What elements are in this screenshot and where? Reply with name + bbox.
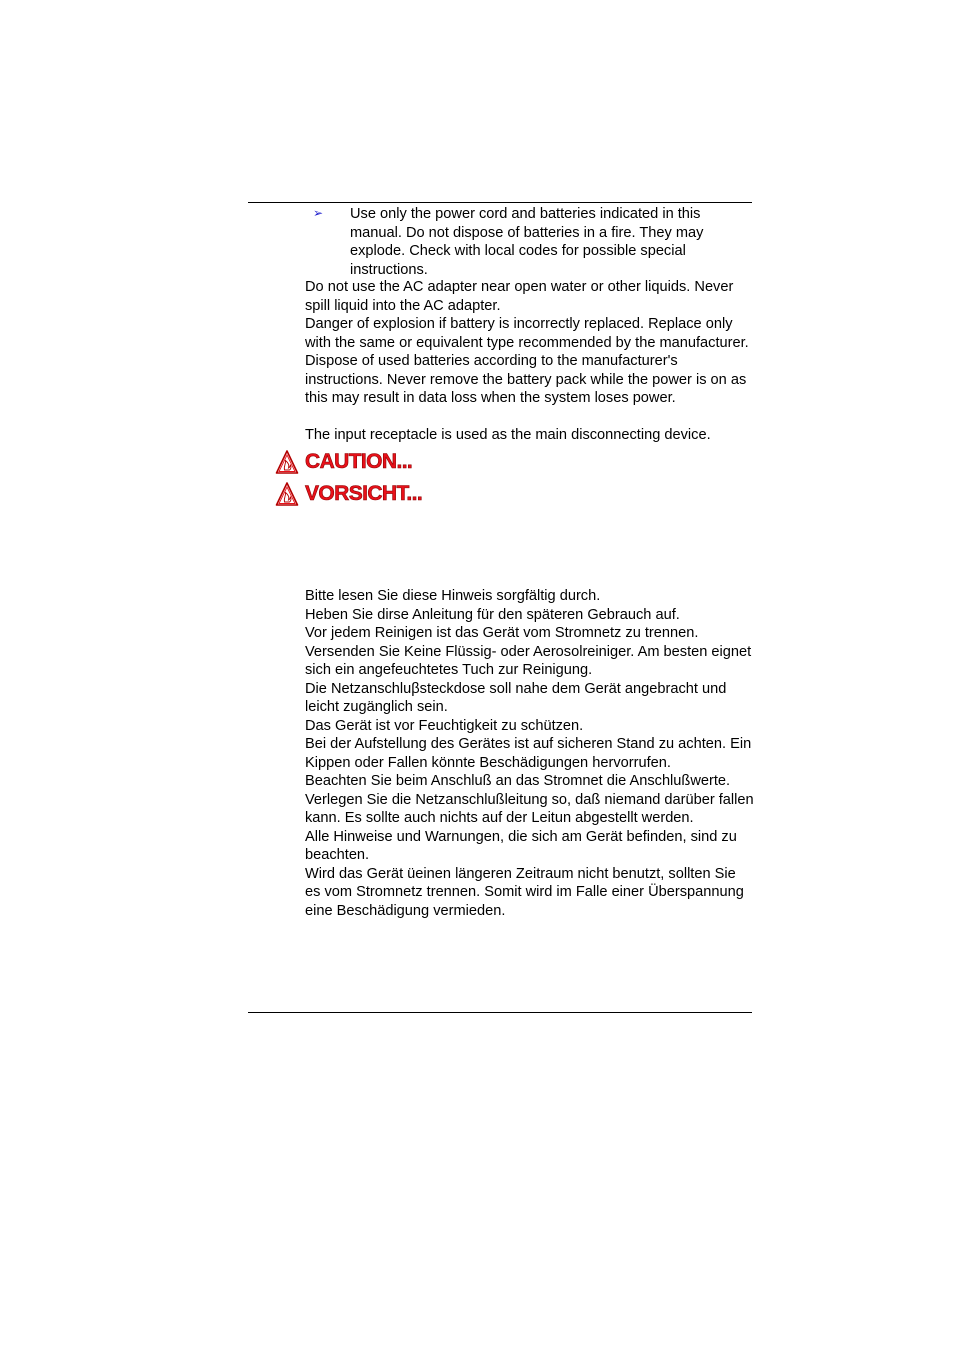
warning-triangle-icon: [275, 481, 299, 507]
list-item: Vor jedem Reinigen ist das Gerät vom Stromnetz zu trennen. Versenden Sie Keine Flüssig- oder Aerosolreiniger. Am besten eignet sich ein angefeuchtetes Tuch zur Reinigung.: [305, 625, 752, 678]
caution-label: CAUTION...: [305, 450, 413, 473]
warning-triangle-icon: [275, 449, 299, 475]
list-item: Alle Hinweise und Warnungen, die sich am Gerät befinden, sind zu beachten.: [305, 828, 737, 863]
arrow-bullet-icon: ➢: [313, 206, 324, 220]
list-item: Beachten Sie beim Anschluß an das Stromnet die Anschlußwerte.: [305, 773, 731, 789]
list-item: Verlegen Sie die Netzanschlußleitung so, daß niemand darüber fallen kann. Es sollte auch nichts auf der Leitun abgestellt werden.: [305, 791, 754, 826]
vorsicht-label: VORSICHT...: [305, 482, 423, 505]
list-item: Bitte lesen Sie diese Hinweis sorgfältig durch.: [305, 588, 601, 604]
caution-heading: [275, 448, 412, 476]
power-cord-batteries-note: Use only the power cord and batteries indicated in this manual. Do not dispose of batteries in a fire. They may explode. Check with local codes for possible special instructions.: [350, 206, 704, 278]
german-safety-instructions: [305, 587, 755, 920]
input-receptacle-note: The input receptacle is used as the main disconnecting device.: [305, 427, 711, 443]
bottom-divider: [248, 1012, 752, 1013]
list-item: Bei der Aufstellung des Gerätes ist auf sicheren Stand zu achten. Ein Kippen oder Fallen könnte Beschädigungen hervorrufen.: [305, 736, 752, 771]
list-item: Die Netzanschluβsteckdose soll nahe dem Gerät angebracht und leicht zugänglich sein.: [305, 680, 727, 715]
list-item: Wird das Gerät üeinen längeren Zeitraum nicht benutzt, sollten Sie es vom Stromnetz trennen. Somit wird im Falle einer Überspannung eine Beschädigung vermieden.: [305, 865, 744, 919]
list-item: Das Gerät ist vor Feuchtigkeit zu schützen.: [305, 717, 584, 734]
ac-adapter-note: Do not use the AC adapter near open water or other liquids. Never spill liquid into the AC adapter.: [305, 279, 734, 314]
battery-danger-note: Danger of explosion if battery is incorrectly replaced. Replace only with the same or equivalent type recommended by the manufacturer. Dispose of used batteries according to the manufacturer's instructions. Never remove the battery pack while the power is on as this may result in data loss when the system loses power.: [305, 316, 749, 406]
top-divider: [248, 202, 752, 203]
list-item: Heben Sie dirse Anleitung für den späteren Gebrauch auf.: [305, 606, 680, 623]
vorsicht-heading: [275, 480, 422, 508]
